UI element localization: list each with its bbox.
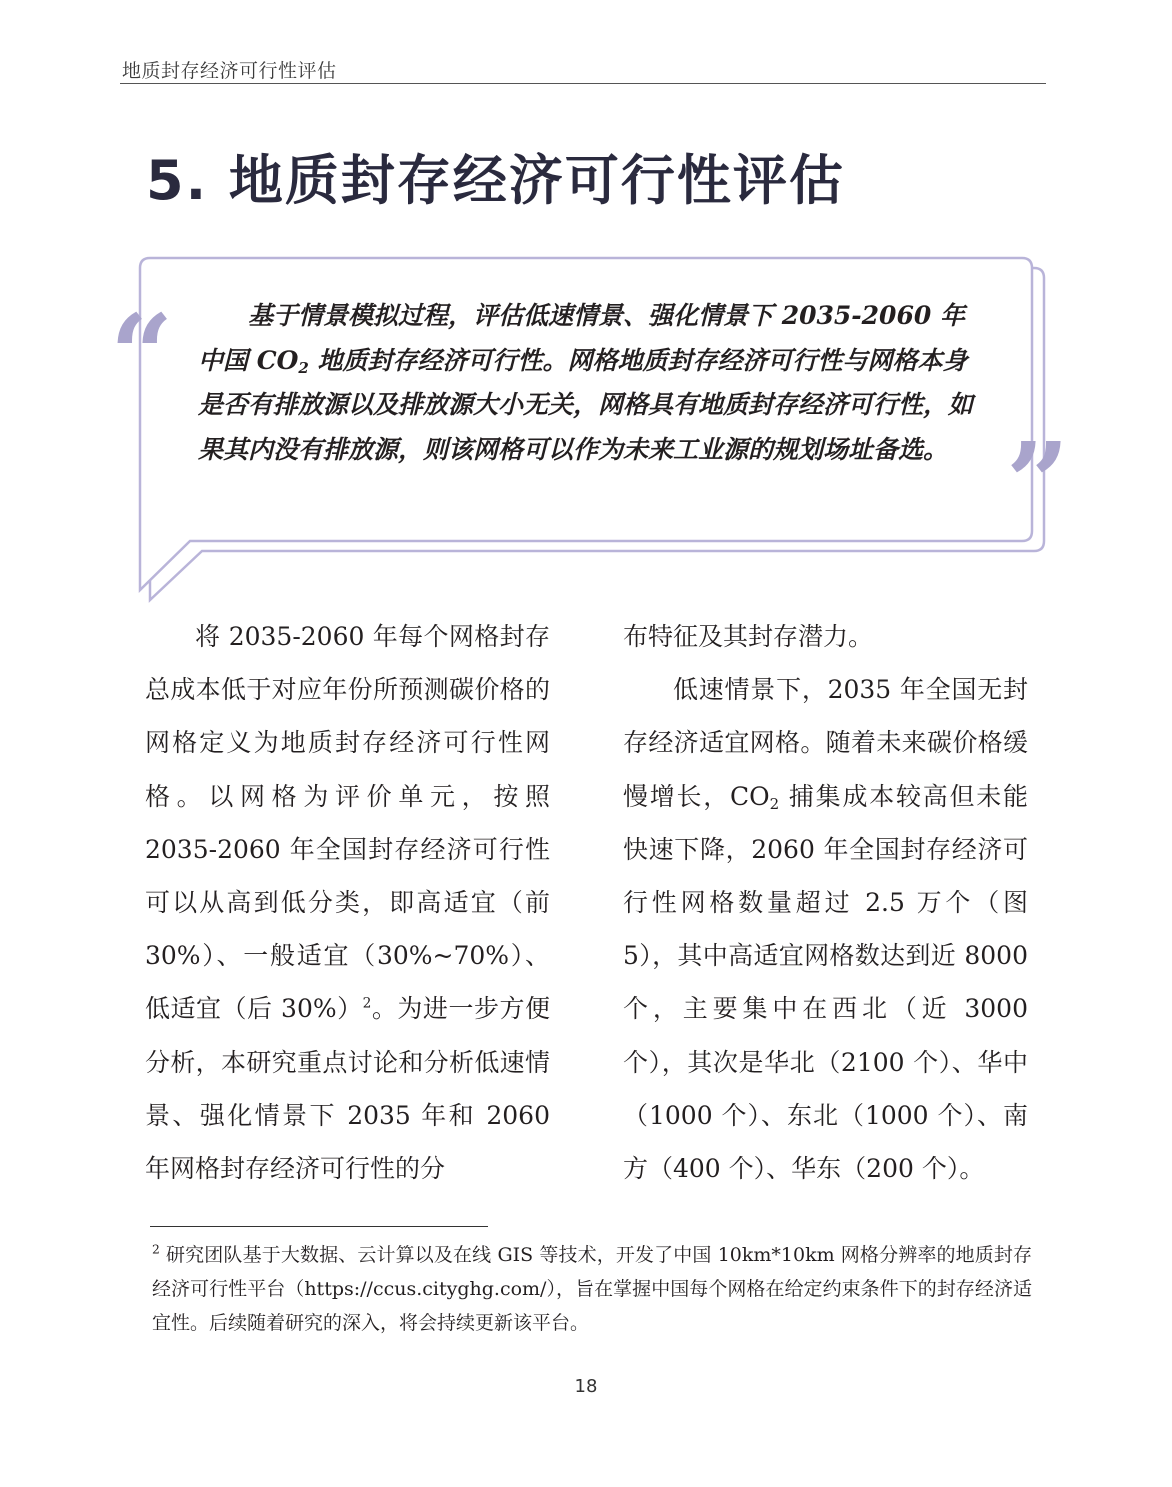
page-number: 18 [574,1376,598,1397]
footnote-rule [150,1226,488,1227]
footnote-text: 研究团队基于大数据、云计算以及在线 GIS 等技术，开发了中国 10km*10km 网格分辨率的地质封存经济可行性平台（https://ccus.cityghg.com/），旨在掌握中国每个网格在给定约束条件下的封存经济适宜性。后续随着研究的深入，将会持续更新该平台。 [152,1244,1032,1334]
running-header: 地质封存经济可行性评估 [122,60,337,82]
footnote-mark: 2 [152,1242,160,1257]
footnote-reference[interactable]: 2 [362,995,372,1012]
body-paragraph-continued: 布特征及其封存潜力。 [623,622,874,651]
subscript-2: 2 [298,358,309,377]
section-title: 5. 地质封存经济可行性评估 [146,149,845,212]
open-quote-mark: “ [110,290,174,419]
body-paragraph: 将 2035-2060 年每个网格封存总成本低于对应年份所预测碳价格的网格定义为地质封存经济可行性网格。以网格为评价单元，按照 2035-2060 年全国封存经济可行性可以从高到低分类，即高适宜（前 30%）、一般适宜（30%~70%）、低适宜（后 30%）$^2$。为进一步方便分析，本研究重点讨论和分析低速情景、强化情景下 2035 年和 2060 年网格封存经济可行性的分 [145,622,550,1184]
body-paragraph: 低速情景下，2035 年全国无封存经济适宜网格。随着未来碳价格缓慢增长，$CO_2$ 捕集成本较高但未能快速下降，2060 年全国封存经济可行性网格数量超过 2.5 万个（图 5），其中高适宜网格数达到近 8000 个，主要集中在西北（近 3000 个），其次是华北（2100 个）、华中（1000 个）、东北（1000 个）、南方（400 个）、华东（200 个）。 [623,675,1029,1184]
close-quote-mark: ” [1006,418,1070,547]
body-column-right [623,610,1028,1195]
quote-text: 基于情景模拟过程，评估低速情景、强化情景下 2035-2060 年中国 $CO_2$ 地质封存经济可行性。网格地质封存经济可行性与网格本身是否有排放源以及排放源大小无关，网格具有地质封存经济可行性，如果其内没有排放源，则该网格可以作为未来工业源的规划场址备选。 [198,301,974,464]
body-column-left [145,610,550,1195]
footnote [152,1238,1032,1340]
subscript-2: 2 [769,794,780,813]
